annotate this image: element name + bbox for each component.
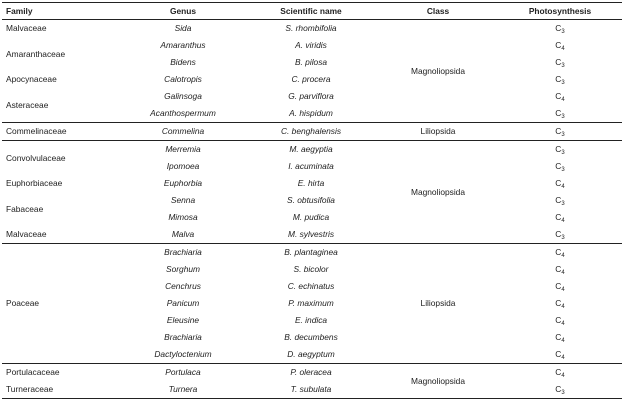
header-scientific-name: Scientific name bbox=[244, 3, 378, 20]
table-row bbox=[2, 226, 622, 244]
genus-cell: Sida bbox=[174, 23, 192, 34]
genus-cell: Portulaca bbox=[165, 367, 201, 378]
scientific-name-cell: B. plantaginea bbox=[284, 247, 338, 258]
scientific-name-cell: B. pilosa bbox=[294, 57, 328, 68]
photosynthesis-cell: $C_4$ bbox=[555, 247, 565, 260]
scientific-name-cell: S. rhombifolia bbox=[285, 23, 337, 34]
genus-cell: Bidens bbox=[170, 57, 196, 68]
genus-cell: Dactyloctenium bbox=[122, 346, 244, 364]
header-family: Family bbox=[2, 3, 122, 20]
family-cell: Fabaceae bbox=[6, 203, 44, 214]
photosynthesis-cell: $C_3$ bbox=[555, 195, 565, 208]
photosynthesis-cell: $C_3$ bbox=[555, 144, 565, 157]
table-row bbox=[2, 20, 622, 38]
photosynthesis-cell: $C_4$ bbox=[555, 281, 565, 294]
genus-cell: Merremia bbox=[165, 144, 201, 155]
photosynthesis-cell: $C_3$ bbox=[555, 57, 565, 70]
scientific-name-cell: S. obtusifolia bbox=[287, 195, 335, 206]
table-row bbox=[2, 244, 622, 262]
photosynthesis-cell: $C_3$ bbox=[498, 381, 622, 399]
scientific-name-cell: E. hirta bbox=[297, 178, 325, 189]
family-cell: Malvaceae bbox=[2, 226, 122, 244]
genus-cell: Cenchrus bbox=[165, 281, 201, 292]
photosynthesis-cell: $C_4$ bbox=[555, 178, 565, 191]
class-cell: Liliopsida bbox=[378, 123, 498, 141]
class-cell: Magnoliopsida bbox=[378, 141, 498, 244]
scientific-name-cell: P. oleracea bbox=[290, 367, 332, 378]
table-row bbox=[2, 381, 622, 399]
genus-cell: Euphorbia bbox=[163, 178, 203, 189]
genus-cell: Amaranthus bbox=[160, 40, 206, 51]
genus-cell: Galinsoga bbox=[164, 91, 202, 102]
family-cell: Commelinaceae bbox=[2, 123, 122, 141]
header-row bbox=[2, 3, 622, 20]
genus-cell: Senna bbox=[170, 195, 196, 206]
genus-cell: Turnera bbox=[122, 381, 244, 399]
scientific-name-cell: M. sylvestris bbox=[244, 226, 378, 244]
family-cell: Convolvulaceae bbox=[6, 152, 66, 163]
genus-cell: Commelina bbox=[122, 123, 244, 141]
scientific-name-cell: D. aegyptum bbox=[244, 346, 378, 364]
scientific-name-cell: C. benghalensis bbox=[244, 123, 378, 141]
class-cell: Magnoliopsida bbox=[378, 364, 498, 399]
table-row bbox=[2, 88, 622, 105]
genus-cell: Eleusine bbox=[166, 315, 200, 326]
scientific-name-cell: I. acuminata bbox=[288, 161, 334, 172]
scientific-name-cell: S. bicolor bbox=[293, 264, 329, 275]
photosynthesis-cell: $C_4$ bbox=[555, 332, 565, 345]
family-cell: Portulacaceae bbox=[6, 367, 60, 378]
scientific-name-cell: M. pudica bbox=[292, 212, 330, 223]
scientific-name-cell: P. maximum bbox=[288, 298, 334, 309]
family-cell: Turneraceae bbox=[2, 381, 122, 399]
table-row bbox=[2, 37, 622, 54]
scientific-name-cell: A. viridis bbox=[295, 40, 327, 51]
photosynthesis-cell: $C_3$ bbox=[498, 105, 622, 123]
photosynthesis-cell: $C_4$ bbox=[555, 315, 565, 328]
photosynthesis-cell: $C_4$ bbox=[555, 367, 565, 380]
genus-cell: Malva bbox=[122, 226, 244, 244]
genus-cell: Brachiaria bbox=[164, 247, 202, 258]
genus-cell: Calotropis bbox=[164, 74, 202, 85]
table-row bbox=[2, 123, 622, 141]
genus-cell: Brachiaria bbox=[164, 332, 202, 343]
family-cell: Malvaceae bbox=[6, 23, 47, 34]
class-cell: Magnoliopsida bbox=[378, 20, 498, 123]
scientific-name-cell: E. indica bbox=[294, 315, 328, 326]
family-cell: Poaceae bbox=[2, 244, 122, 364]
header-genus: Genus bbox=[122, 3, 244, 20]
scientific-name-cell: G. parviflora bbox=[288, 91, 334, 102]
genus-cell: Ipomoea bbox=[166, 161, 200, 172]
scientific-name-cell: A. hispidum bbox=[244, 105, 378, 123]
table-row bbox=[2, 141, 622, 159]
table-row bbox=[2, 364, 622, 382]
photosynthesis-cell: $C_4$ bbox=[555, 298, 565, 311]
table-row bbox=[2, 71, 622, 88]
family-cell: Apocynaceae bbox=[6, 74, 57, 85]
genus-cell: Panicum bbox=[166, 298, 200, 309]
photosynthesis-cell: $C_4$ bbox=[555, 212, 565, 225]
scientific-name-cell: B. decumbens bbox=[284, 332, 338, 343]
class-cell: Liliopsida bbox=[378, 244, 498, 364]
scientific-name-cell: T. subulata bbox=[244, 381, 378, 399]
photosynthesis-cell: $C_3$ bbox=[498, 123, 622, 141]
scientific-name-cell: M. aegyptia bbox=[289, 144, 333, 155]
genus-cell: Mimosa bbox=[168, 212, 198, 223]
photosynthesis-cell: $C_3$ bbox=[498, 226, 622, 244]
header-class: Class bbox=[378, 3, 498, 20]
photosynthesis-cell: $C_4$ bbox=[555, 40, 565, 53]
family-cell: Euphorbiaceae bbox=[6, 178, 63, 189]
scientific-name-cell: C. echinatus bbox=[287, 281, 335, 292]
photosynthesis-cell: $C_4$ bbox=[555, 91, 565, 104]
photosynthesis-cell: $C_3$ bbox=[555, 23, 565, 36]
table-row bbox=[2, 192, 622, 209]
genus-cell: Sorghum bbox=[166, 264, 200, 275]
table-row bbox=[2, 175, 622, 192]
family-cell: Asteraceae bbox=[2, 88, 122, 123]
family-cell: Amaranthaceae bbox=[6, 48, 66, 59]
scientific-name-cell: C. procera bbox=[291, 74, 331, 85]
photosynthesis-cell: $C_4$ bbox=[498, 346, 622, 364]
header-photosynthesis: Photosynthesis bbox=[498, 3, 622, 20]
photosynthesis-cell: $C_4$ bbox=[555, 264, 565, 277]
photosynthesis-cell: $C_3$ bbox=[555, 161, 565, 174]
photosynthesis-cell: $C_3$ bbox=[555, 74, 565, 87]
species-table bbox=[2, 2, 622, 399]
genus-cell: Acanthospermum bbox=[122, 105, 244, 123]
